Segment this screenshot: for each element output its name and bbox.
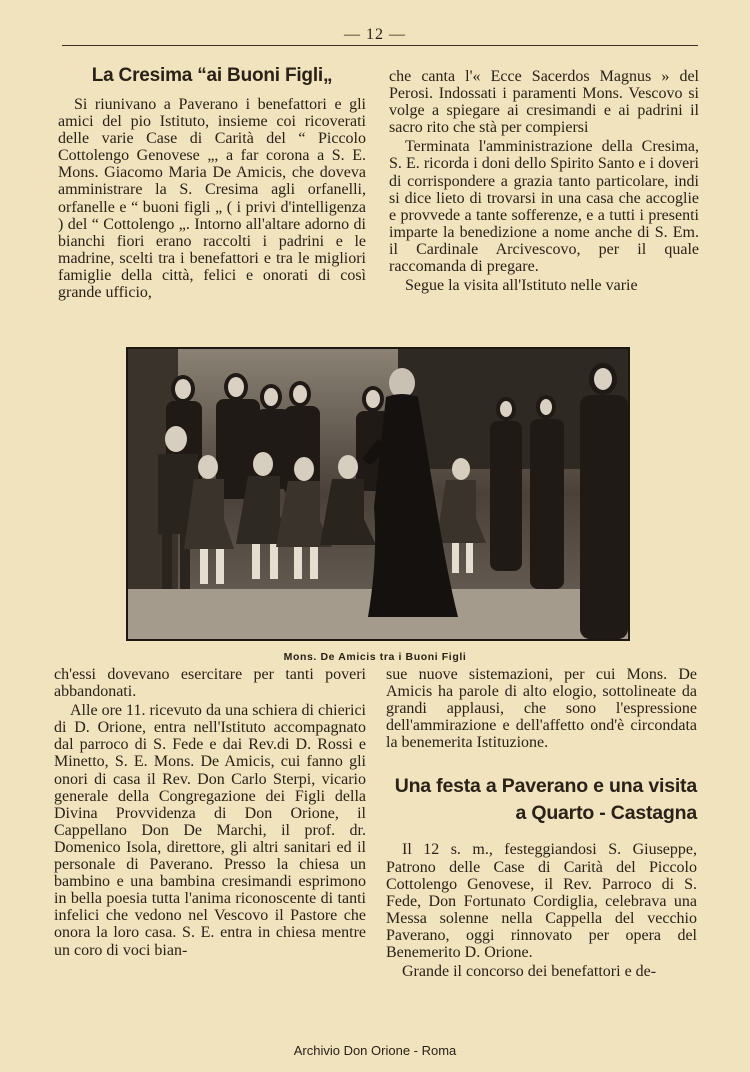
article1-paragraph: che canta l'« Ecce Sacerdos Magnus » del Perosi. Indossati i paramenti Mons. Vescovo si volge a spiegare ai cresimandi e ai padrini il sacro rito che stà per compiersi bbox=[389, 68, 699, 137]
page-number: — 12 — bbox=[344, 26, 406, 43]
archive-footer: Archivio Don Orione - Roma bbox=[293, 1043, 457, 1058]
article1-right-column bbox=[389, 68, 699, 294]
article1-bottom-right-column bbox=[386, 666, 697, 980]
article2-paragraph: Il 12 s. m., festeggiandosi S. Giuseppe, Patrono delle Case di Carità del Piccolo Cottolengo Genovese, il Rev. Parroco di S. Fede, Don Fortunato Cordiglia, celebrava una Messa solenne nella Cappella del vecchio Paverano, oggi rinnovato per opera del Benemerito D. Orione. bbox=[386, 841, 697, 962]
article1-paragraph: sue nuove sistemazioni, per cui Mons. De Amicis ha parole di alto elogio, sottolineate da grandi applausi, che sono l'espressione dell'ammirazione e dell'affetto ond'è circondata la benemerita Istituzione. bbox=[386, 666, 697, 752]
article2-title: Una festa a Paverano e una visita a Quarto - Castagna bbox=[394, 775, 697, 825]
article1-bottom-left-column bbox=[54, 666, 366, 959]
article1-paragraph: ch'essi dovevano esercitare per tanti poveri abbandonati. bbox=[54, 666, 366, 701]
header-rule bbox=[62, 45, 698, 46]
photo-illustration bbox=[128, 349, 628, 639]
article1-paragraph: Segue la visita all'Istituto nelle varie bbox=[405, 277, 638, 295]
article1-left-column bbox=[58, 64, 366, 301]
article1-paragraph: Alle ore 11. ricevuto da una schiera di chierici di D. Orione, entra nell'Istituto accompagnato dal parroco di S. Fede e dai Rev.di D. Rossi e Minetto, S. E. Mons. De Amicis, cui fanno gli onori di casa il Rev. Don Carlo Sterpi, vicario generale della Congregazione dei Figli della Divina Provvidenza di Don Orione, il Cappellano Don De Marchi, il prof. dr. Domenico Isola, direttore, gli altri sanitari ed il personale di Paverano. Presso la chiesa un bambino e una bambina cresimandi esprimono in bella poesia tutta l'anima riconoscente di tanti infelici che vedono nel Vescovo il Pastore che onora la loro casa. S. E. entra in chiesa mentre un coro di voci bian- bbox=[54, 702, 366, 959]
article1-paragraph: Terminata l'amministrazione della Cresima, S. E. ricorda i doni dello Spirito Santo e i doveri di corrispondere a grazia tanto particolare, indi si dice lieto di trovarsi in una casa che accoglie e provvede a tante sofferenze, e a tutti i presenti imparte la benedizione a nome anche di S. Em. il Cardinale Arcivescovo, per il quale raccomanda di pregare. bbox=[389, 138, 699, 276]
article1-paragraph: Si riunivano a Paverano i benefattori e gli amici del pio Istituto, insieme coi ricoverati delle varie Case di Carità del “ Piccolo Cottolengo Genovese „, a far corona a S. E. Mons. Giacomo Maria De Amicis, che doveva amministrare la S. Cresima agli orfanelli, orfanelle e “ buoni figli „ ( i privi d'intelligenza ) del “ Cottolengo „. Intorno all'altare adorno di bianchi fiori erano raccolti i padrini e le madrine, scelti tra i benefattori e tra le migliori famiglie della città, felici e onorati di così grande ufficio, bbox=[58, 96, 366, 302]
article2-paragraph: Grande il concorso dei benefattori e de- bbox=[402, 963, 657, 981]
photo-confirmation-scene bbox=[126, 347, 630, 641]
article1-title: La Cresima “ai Buoni Figli„ bbox=[91, 65, 333, 86]
photo-caption: Mons. De Amicis tra i Buoni Figli bbox=[283, 651, 467, 663]
